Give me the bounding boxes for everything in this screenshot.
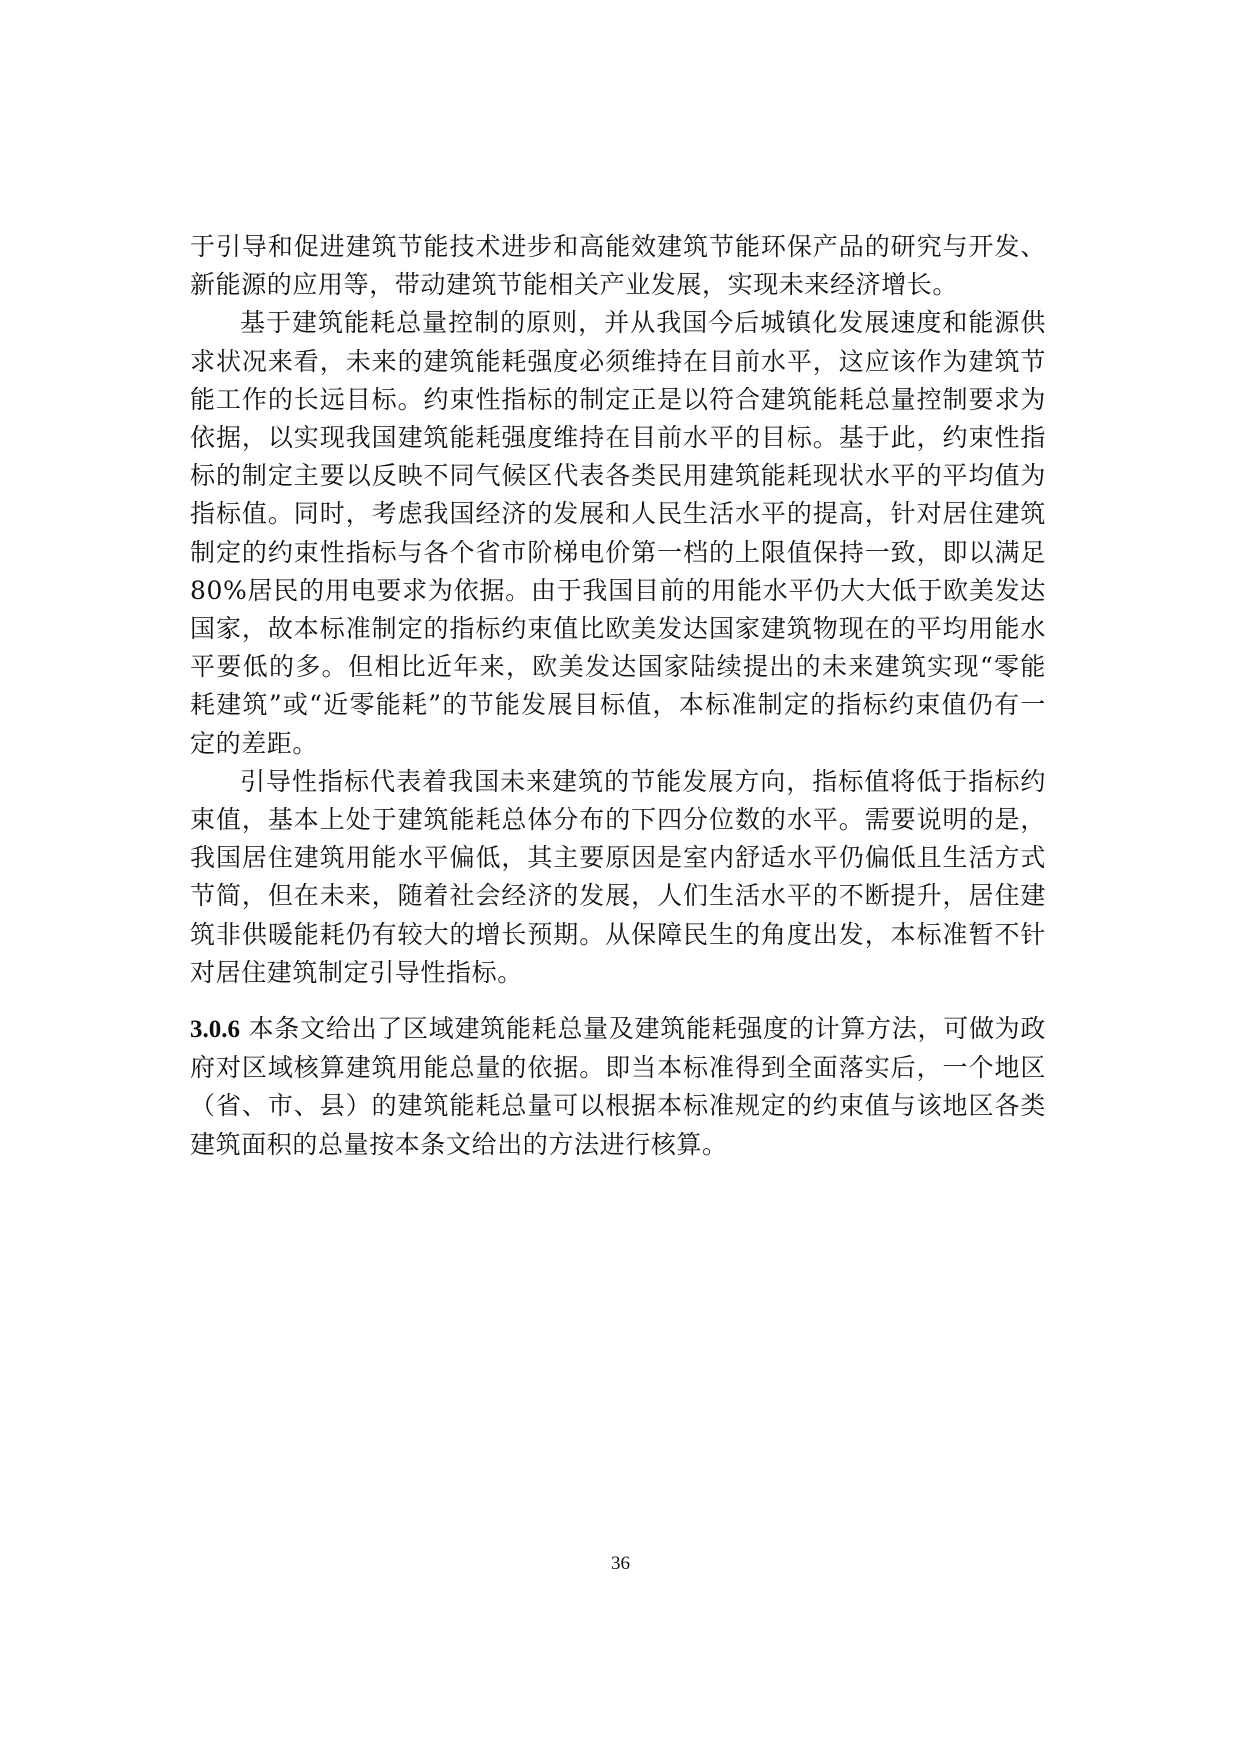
paragraph-constraint-indicators: 基于建筑能耗总量控制的原则，并从我国今后城镇化发展速度和能源供求状况来看，未来的建筑能耗强度必须维持在目前水平，这应该作为建筑节能工作的长远目标。约束性指标的制定正是以符合建筑能耗总量控制要求为依据，以实现我国建筑能耗强度维持在目前水平的目标。基于此，约束性指标的制定主要以反映不同气候区代表各类民用建筑能耗现状水平的平均值为指标值。同时，考虑我国经济的发展和人民生活水平的提高，针对居住建筑制定的约束性指标与各个省市阶梯电价第一档的上限值保持一致，即以满足 80%居民的用电要求为依据。由于我国目前的用能水平仍大大低于欧美发达国家，故本标准制定的指标约束值比欧美发达国家建筑物现在的平均用能水平要低的多。但相比近年来，欧美发达国家陆续提出的未来建筑实现“零能耗建筑”或“近零能耗”的节能发展目标值，本标准制定的指标约束值仍有一定的差距。 [190,308,1046,758]
paragraph-continuation: 于引导和促进建筑节能技术进步和高能效建筑节能环保产品的研究与开发、新能源的应用等，带动建筑节能相关产业发展，实现未来经济增长。 [190,232,1046,300]
page-number: 36 [611,1553,630,1574]
clause-number: 3.0.6 [190,1016,240,1044]
clause-3-0-6 [190,1010,1046,1164]
paragraph-guiding-indicators: 引导性指标代表着我国未来建筑的节能发展方向，指标值将低于指标约束值，基本上处于建筑能耗总体分布的下四分位数的水平。需要说明的是，我国居住建筑用能水平偏低，其主要原因是室内舒适水平仍偏低且生活方式节简，但在未来，随着社会经济的发展，人们生活水平的不断提升，居住建筑非供暖能耗仍有较大的增长预期。从保障民生的角度出发，本标准暂不针对居住建筑制定引导性指标。 [190,766,1046,987]
document-body [190,228,1046,1164]
clause-text: 本条文给出了区域建筑能耗总量及建筑能耗强度的计算方法，可做为政府对区域核算建筑用能总量的依据。即当本标准得到全面落实后，一个地区（省、市、县）的建筑能耗总量可以根据本标准规定的约束值与该地区各类建筑面积的总量按本条文给出的方法进行核算。 [190,1014,1046,1159]
